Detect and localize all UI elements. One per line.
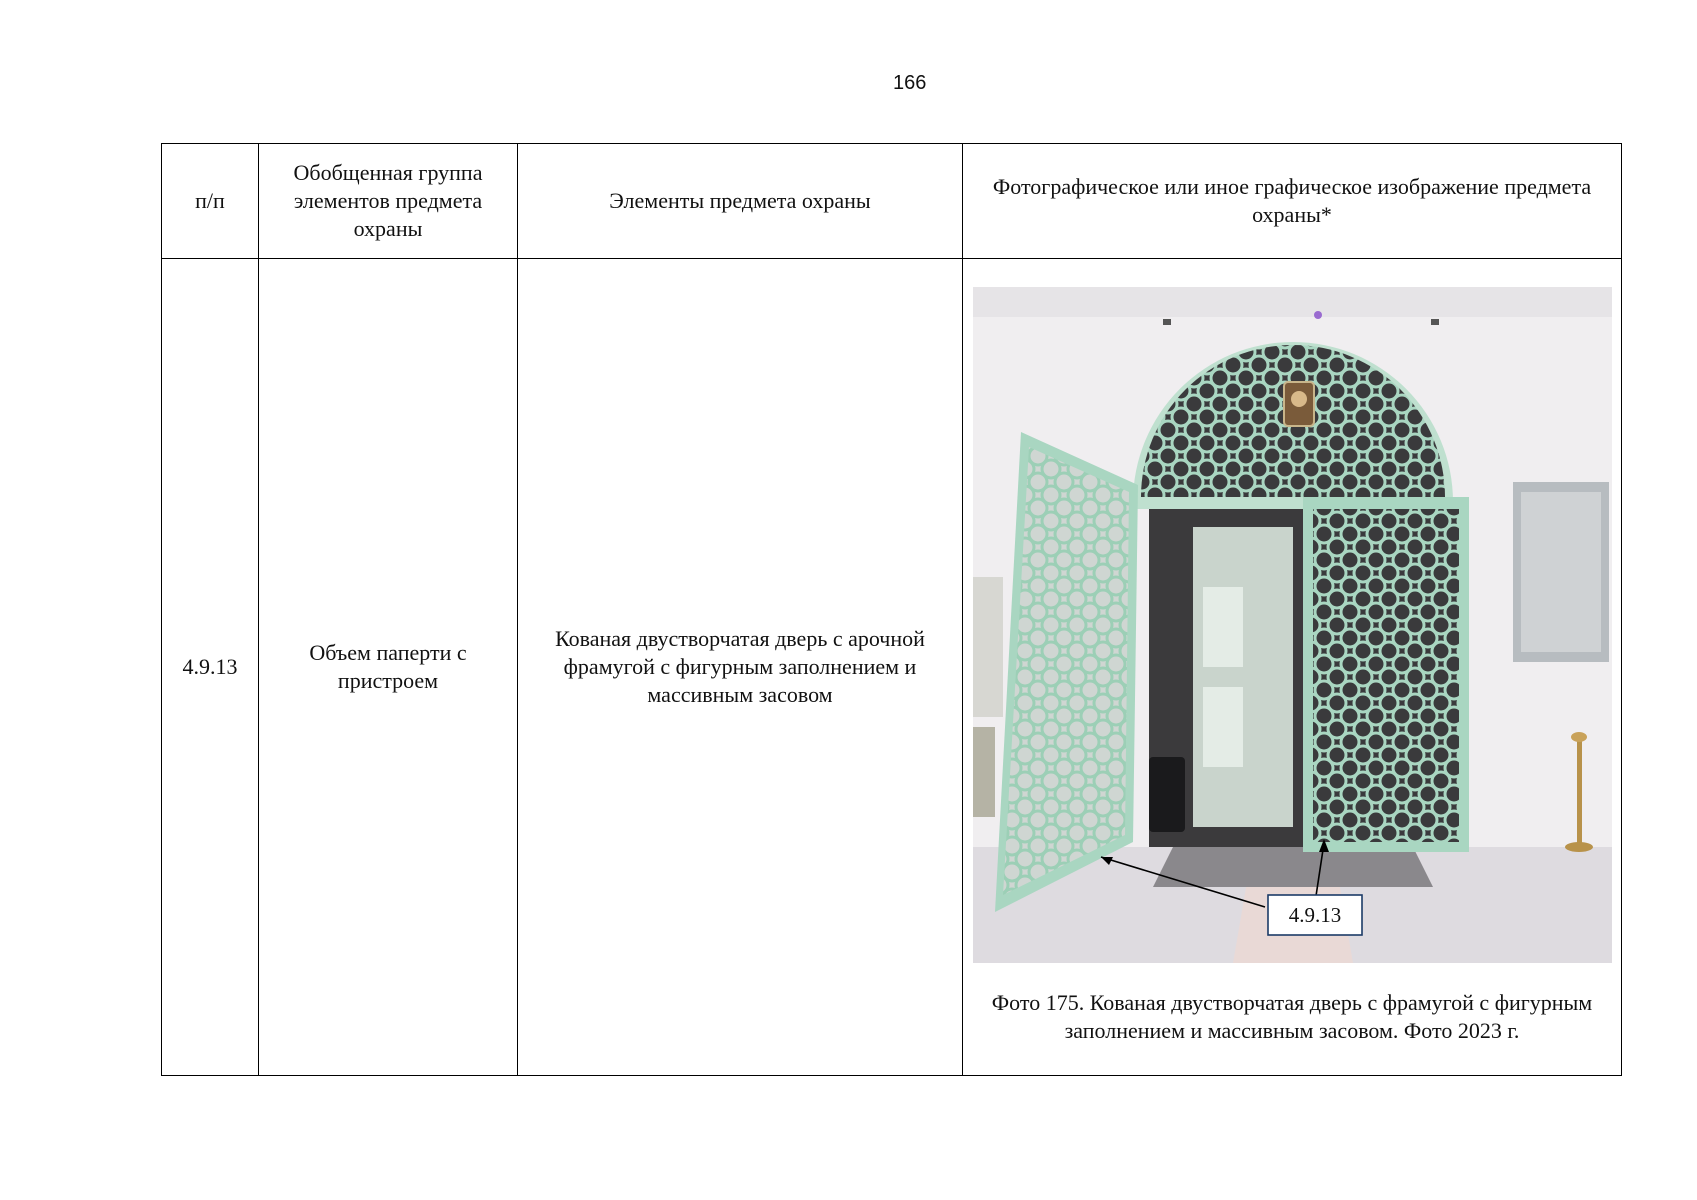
table-row (162, 259, 1622, 1076)
photo-caption: Фото 175. Кованая двустворчатая дверь с фрамугой с фигурным заполнением и массивным засовом. Фото 2023 г. (991, 990, 1593, 1043)
header-elements: Элементы предмета охраны (518, 144, 963, 259)
protection-table (161, 143, 1622, 1076)
row-number: 4.9.13 (162, 259, 259, 1076)
header-image: Фотографическое или иное графическое изображение предмета охраны* (963, 144, 1622, 259)
photo-label: 4.9.13 (1288, 903, 1342, 927)
header-number: п/п (162, 144, 259, 259)
row-elements: Кованая двустворчатая дверь с арочной фрамугой с фигурным заполнением и массивным засовом (518, 259, 963, 1076)
header-group: Обобщенная группа элементов предмета охраны (259, 144, 518, 259)
candle-stand (1577, 737, 1582, 847)
suitcase (1149, 757, 1185, 832)
page-number: 166 (893, 72, 927, 94)
table-header-row (162, 144, 1622, 259)
row-photo-cell (963, 259, 1622, 1076)
row-group: Объем паперти с пристроем (259, 259, 518, 1076)
door-photo (973, 287, 1612, 963)
